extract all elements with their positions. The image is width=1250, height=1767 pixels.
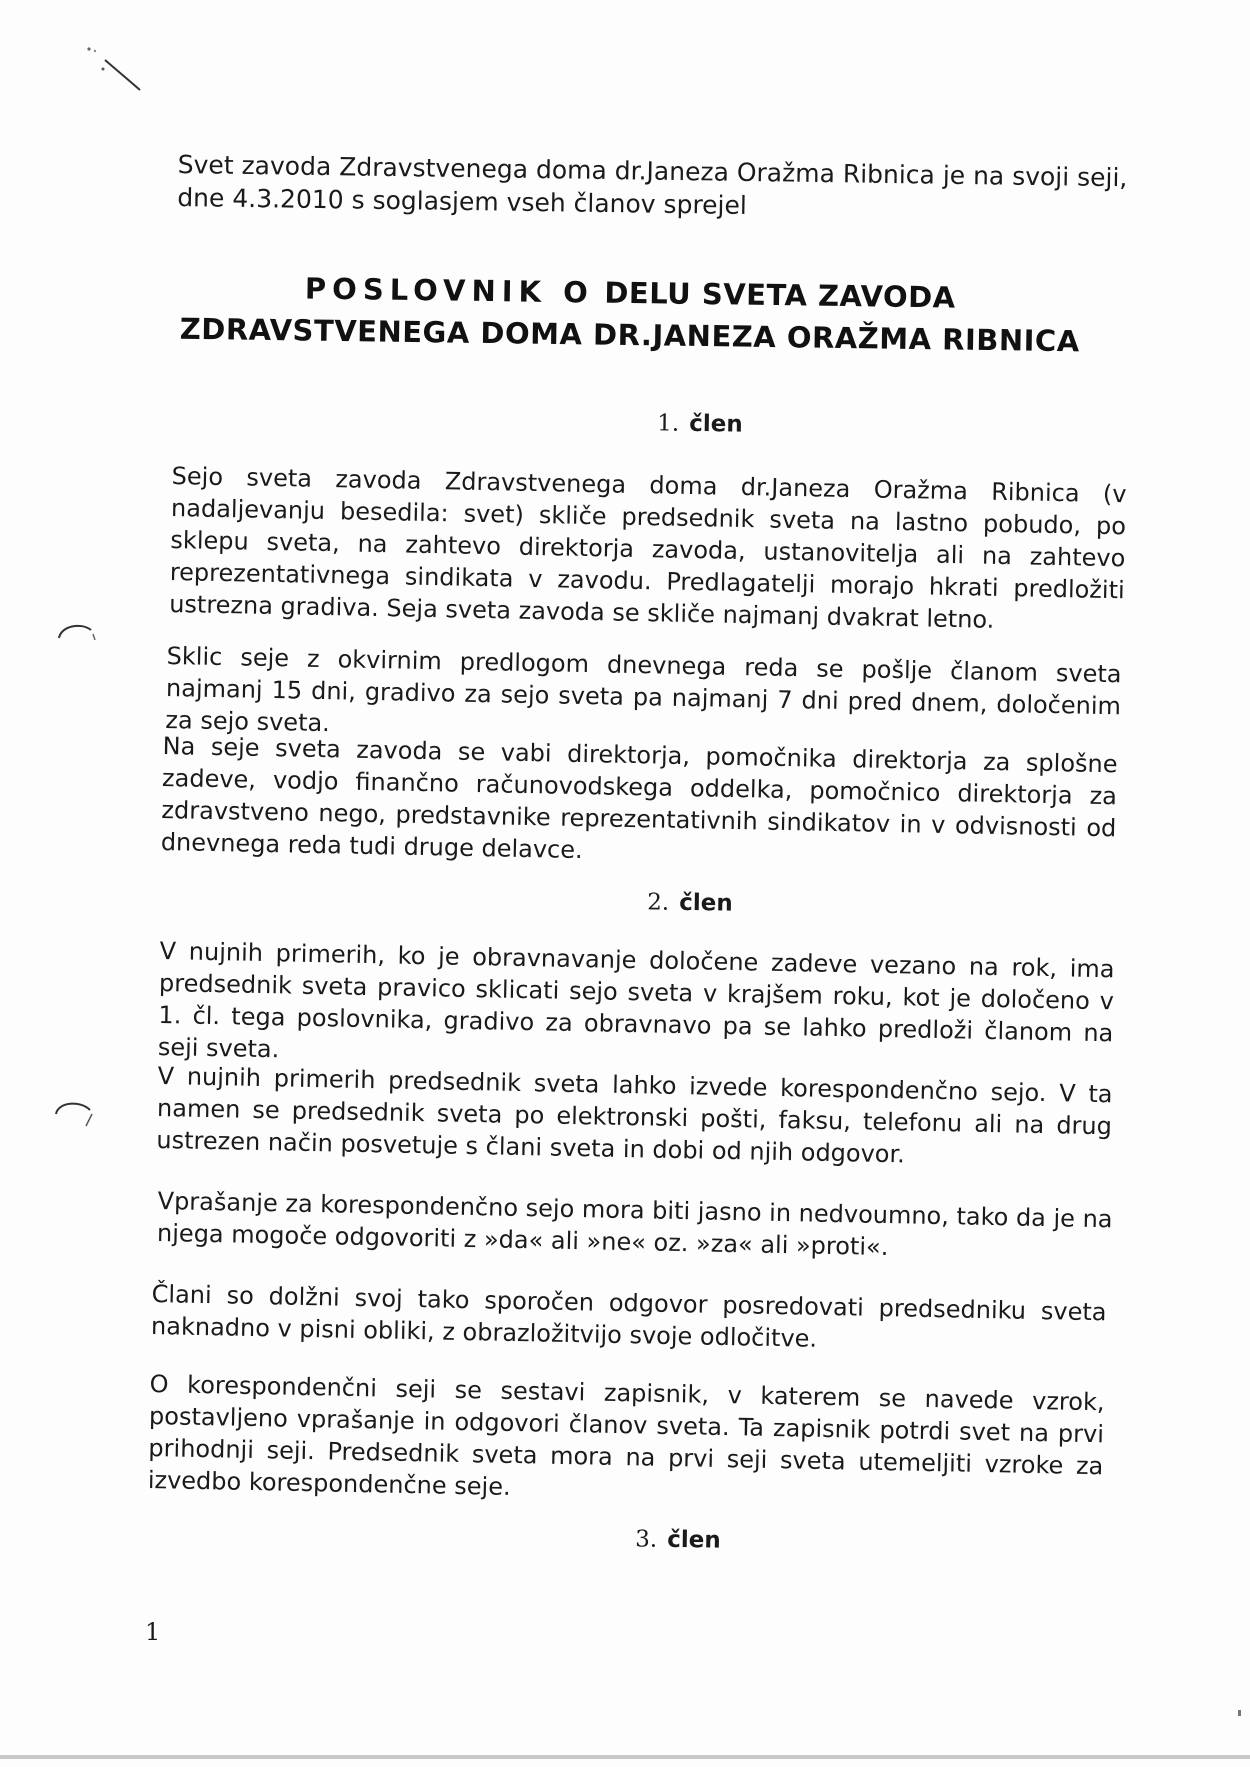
title-part-1: POSLOVNIK O xyxy=(304,271,595,310)
article-label: člen xyxy=(667,1526,721,1554)
article-2-paragraph-5: O korespondenčni seji se sestavi zapisnik, v katerem se navede vzrok, postavljeno vprašanje in odgovori članov sveta. Ta zapisnik potrdi svet na prvi prihodnji seji. Predsednik sveta mora na prvi seji sveta utemeljiti vzroke za izvedbo korespondenčne seje. xyxy=(147,1369,1105,1501)
article-label: člen xyxy=(679,889,733,917)
article-heading-1 xyxy=(550,409,850,439)
article-number: 1. xyxy=(657,410,680,437)
page-number: 1 xyxy=(145,1618,161,1646)
article-1-paragraph-1: Sejo sveta zavoda Zdravstvenega doma dr.Janeza Oražma Ribnica (v nadaljevanju besedila: svet) skliče predsednik sveta na lastno pobudo, po sklepu sveta, na zahtevo direktorja zavoda, ustanovitelja ali na zahtevo reprezentativnega sindikata v zavodu. Predlagatelji morajo hkrati predložiti ustrezna gradiva. Seja sveta zavoda se skliče najmanj dvakrat letno. xyxy=(168,461,1127,634)
article-label: člen xyxy=(689,410,743,438)
scan-mark-icon xyxy=(85,45,155,95)
article-heading-3 xyxy=(528,1525,828,1555)
document-title xyxy=(149,265,1110,362)
article-1-paragraph-2: Sklic seje z okvirnim predlogom dnevnega reda se pošlje članom sveta najmanj 15 dni, gradivo za sejo sveta pa najmanj 7 dni pred dnem, določenim za sejo sveta. xyxy=(165,641,1122,738)
title-part-2: DELU SVETA ZAVODA xyxy=(604,275,956,315)
article-number: 3. xyxy=(635,1526,658,1553)
intro-text: Svet zavoda Zdravstvenega doma dr.Janeza Oražma Ribnica je na svoji seji, dne 4.3.2010 s soglasjem vseh članov sprejel xyxy=(177,149,1128,220)
article-heading-2 xyxy=(540,888,840,918)
title-line-2: ZDRAVSTVENEGA DOMA DR.JANEZA ORAŽMA RIBNICA xyxy=(179,311,1080,359)
punch-hole-icon xyxy=(55,620,99,656)
scan-bottom-edge xyxy=(0,1755,1250,1759)
article-2-paragraph-1: V nujnih primerih, ko je obravnavanje določene zadeve vezano na rok, ima predsednik sveta pravico sklicati sejo sveta v krajšem roku, kot je določeno v 1. čl. tega poslovnika, gradivo za obravnavo pa se lahko predloži članom na seji sveta. xyxy=(157,936,1115,1064)
punch-hole-icon xyxy=(52,1098,96,1134)
article-2-paragraph-2: V nujnih primerih predsednik sveta lahko izvede korespondenčno sejo. V ta namen se predsednik sveta po elektronski pošti, faksu, telefonu ali na drug ustrezen način posvetuje s člani sveta in dobi od njih odgovor. xyxy=(156,1061,1113,1169)
article-1-paragraph-3: Na seje sveta zavoda se vabi direktorja, pomočnika direktorja za splošne zadeve, vodjo finančno računovodskega oddelka, pomočnico direktorja za zdravstveno nego, predstavnike reprezentativnih sindikatov in v odvisnosti od dnevnega reda tudi druge delavce. xyxy=(160,731,1118,865)
scan-speck xyxy=(1238,1710,1241,1716)
article-2-paragraph-3: Vprašanje za korespondenčno sejo mora biti jasno in nedvoumno, tako da je na njega mogoče odgovoriti z »da« ali »ne« oz. »za« ali »proti«. xyxy=(156,1186,1113,1262)
article-2-paragraph-4: Člani so dolžni svoj tako sporočen odgovor posredovati predsedniku sveta naknadno v pisni obliki, z obrazložitvijo svoje odločitve. xyxy=(150,1279,1107,1353)
article-number: 2. xyxy=(647,889,670,916)
